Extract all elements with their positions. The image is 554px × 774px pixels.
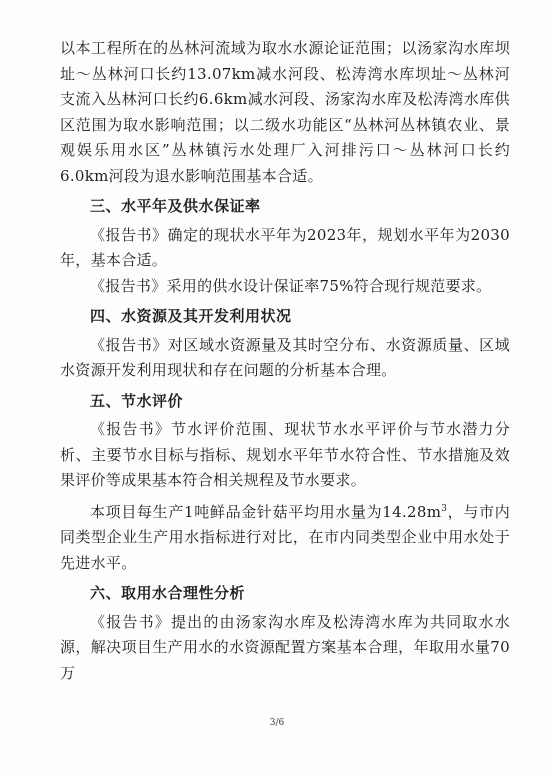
page-number: 3/6	[269, 718, 285, 728]
paragraph-level-year: 《报告书》确定的现状水平年为2023年，规划水平年为2030年，基本合适。	[60, 225, 510, 269]
paragraph-water-saving: 《报告书》节水评价范围、现状节水水平评价与节水潜力分析、主要节水目标与指标、规划水平年节水符合性、节水措施及效果评价等成果基本符合相关规程及节水要求。	[60, 420, 510, 489]
paragraph-water-resources: 《报告书》对区域水资源量及其时空分布、水资源质量、区域水资源开发利用现状和存在问题的分析基本合理。	[60, 335, 510, 379]
heading-water-resources: 四、水资源及其开发利用状况	[90, 307, 292, 325]
indicator-text-b: ，与市内同类型企业生产用水指标进行对比，在市内同类型企业中用水处于先进水平。	[60, 502, 510, 572]
paragraph-guarantee-rate: 《报告书》采用的供水设计保证率75%符合现行规范要求。	[90, 276, 492, 295]
heading-level-year: 三、水平年及供水保证率	[90, 197, 261, 215]
heading-water-saving: 五、节水评价	[90, 391, 184, 410]
paragraph-water-use-indicator	[60, 500, 510, 577]
unit-superscript: 3	[441, 503, 448, 514]
paragraph-scope: 以本工程所在的丛林河流域为取水水源论证范围；以汤家沟水库坝址～丛林河口长约13.07km减水河段、松涛湾水库坝址～丛林河支流入丛林河口长约6.6km减水河段、汤家沟水库及松涛湾水库供区范围为取水影响范围；以二级水功能区“丛林河丛林镇农业、景观娱乐用水区”丛林镇污水处理厂入河排污口～丛林河口长约6.0km河段为退水影响范围基本合适。	[60, 39, 510, 185]
heading-rationality: 六、取用水合理性分析	[90, 584, 246, 602]
paragraph-rationality: 《报告书》提出的由汤家沟水库及松涛湾水库为共同取水水源，解决项目生产用水的水资源配置方案基本合理，年取用水量70万	[60, 612, 510, 682]
document-body	[60, 36, 510, 686]
indicator-text-a: 本项目每生产1吨鲜品金针菇平均用水量为14.28m	[90, 502, 442, 521]
